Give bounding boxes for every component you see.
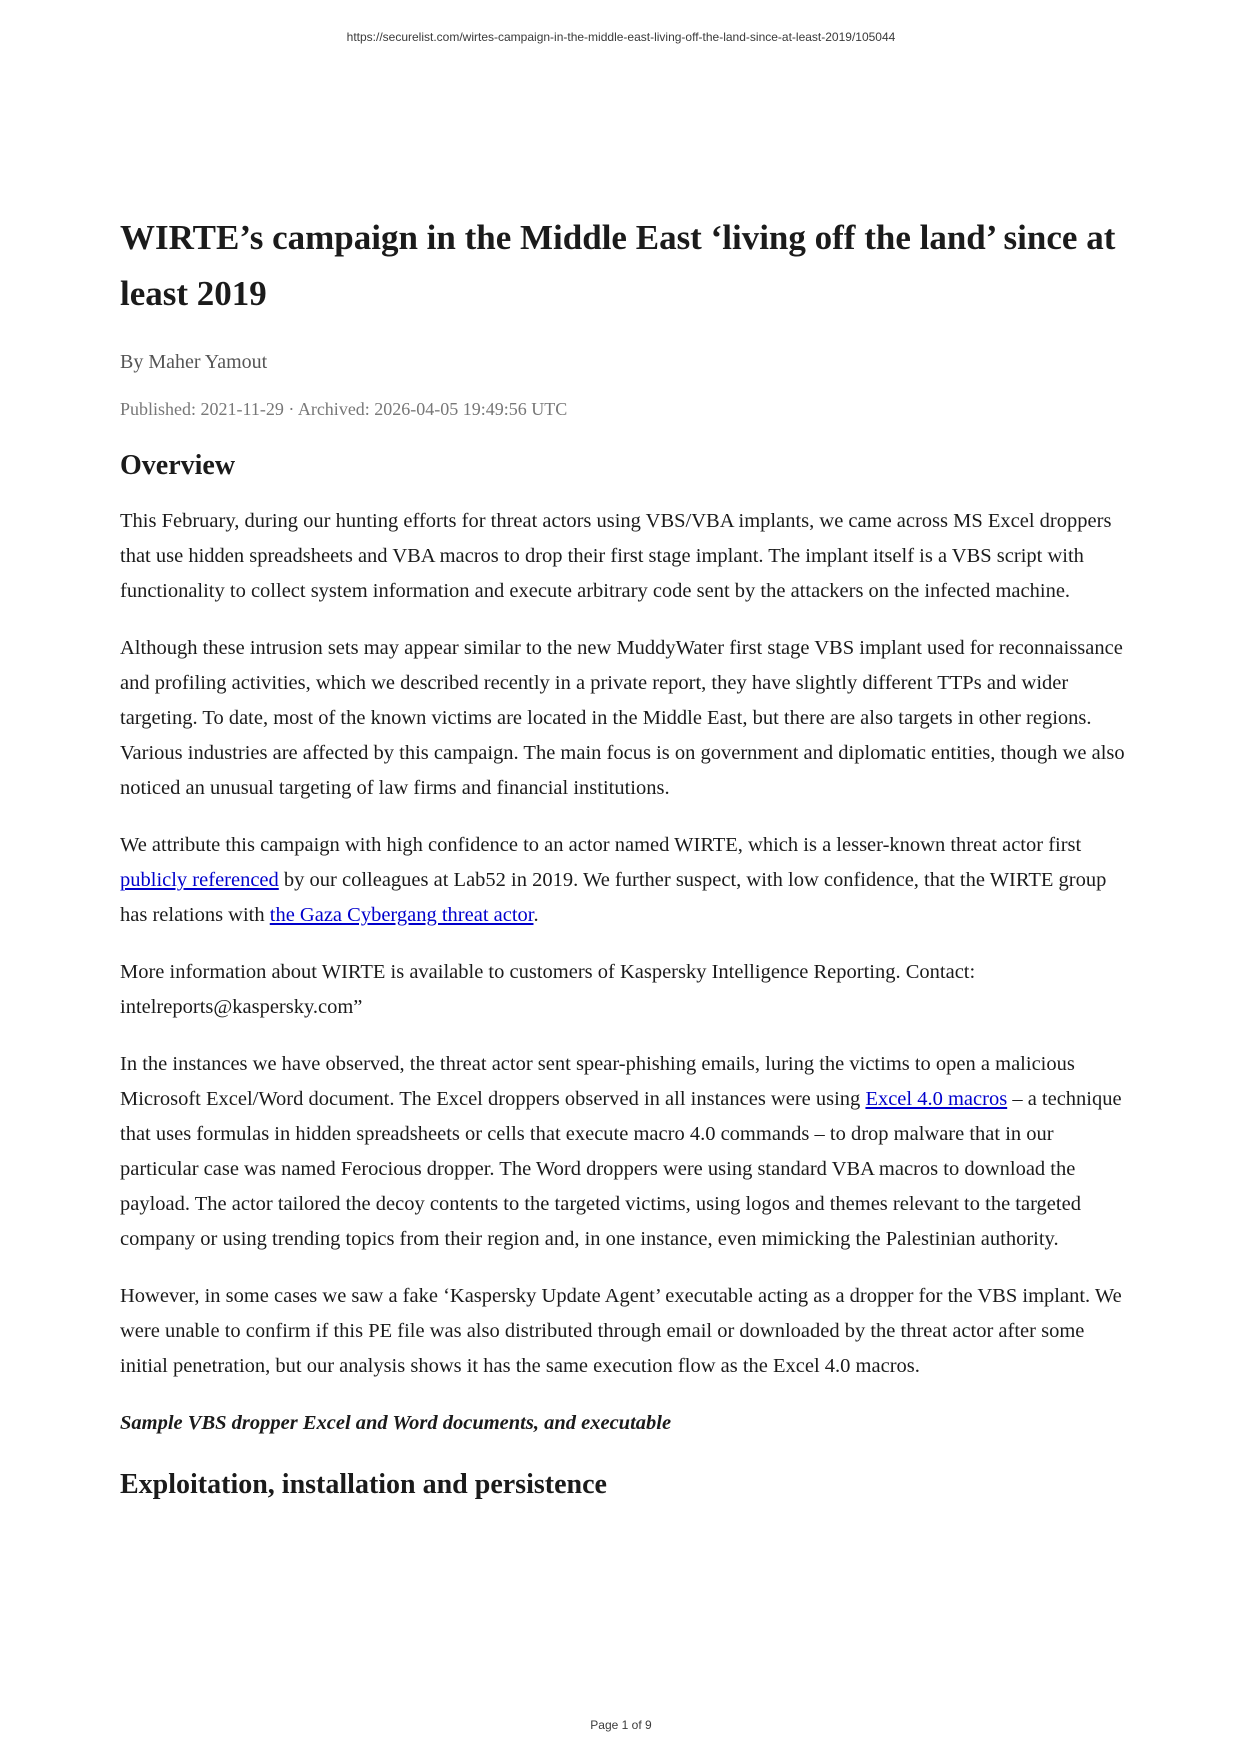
paragraph-2: Although these intrusion sets may appear similar to the new MuddyWater first stage VBS implant used for reconnaissance and profiling activities, which we described recently in a private report, they have slightly different TTPs and wider targeting. To date, most of the known victims are located in the Middle East, but there are also targets in other regions. Various industries are affected by this campaign. The main focus is on government and diplomatic entities, though we also noticed an unusual targeting of law firms and financial institutions.: [120, 637, 1125, 799]
paragraph-3-text-c: .: [533, 904, 539, 926]
excel-macros-link[interactable]: Excel 4.0 macros: [865, 1088, 1008, 1110]
paragraph-5-text-b: – a technique that uses formulas in hidden spreadsheets or cells that execute macro 4.0 commands – to drop malware that in our particular case was named Ferocious dropper. The Word droppers were using standard VBA macros to download the payload. The actor tailored the decoy contents to the targeted victims, using logos and themes relevant to the targeted company or using trending topics from their region and, in one instance, even mimicking the Palestinian authority.: [120, 1088, 1122, 1250]
page-number: Page 1 of 9: [590, 1718, 652, 1732]
paragraph-5: [120, 1047, 1130, 1257]
paragraph-4: More information about WIRTE is available to customers of Kaspersky Intelligence Reporting. Contact: intelreports@kaspersky.com”: [120, 961, 976, 1018]
article-title: WIRTE’s campaign in the Middle East ‘living off the land’ since at least 2019: [120, 218, 1116, 313]
paragraph-3: [120, 828, 1130, 933]
paragraph-3-text-a: We attribute this campaign with high confidence to an actor named WIRTE, which is a lesser-known threat actor first: [120, 834, 1082, 856]
page-url-header: https://securelist.com/wirtes-campaign-in-the-middle-east-living-off-the-land-since-at-least-2019/105044: [346, 30, 896, 44]
publicly-referenced-link[interactable]: publicly referenced: [120, 869, 279, 891]
paragraph-3-text-b: by our colleagues at Lab52 in 2019. We further suspect, with low confidence, that the WIRTE group has relations with: [120, 869, 1107, 926]
paragraph-5-text-a: In the instances we have observed, the threat actor sent spear-phishing emails, luring the victims to open a malicious Microsoft Excel/Word document. The Excel droppers observed in all instances were using: [120, 1053, 1075, 1110]
paragraph-1: This February, during our hunting efforts for threat actors using VBS/VBA implants, we came across MS Excel droppers that use hidden spreadsheets and VBA macros to drop their first stage implant. The implant itself is a VBS script with functionality to collect system information and execute arbitrary code sent by the attackers on the infected machine.: [120, 510, 1112, 602]
paragraph-6: However, in some cases we saw a fake ‘Kaspersky Update Agent’ executable acting as a dropper for the VBS implant. We were unable to confirm if this PE file was also distributed through email or downloaded by the threat actor after some initial penetration, but our analysis shows it has the same execution flow as the Excel 4.0 macros.: [120, 1285, 1122, 1377]
overview-heading: Overview: [120, 450, 236, 481]
article-body: [120, 210, 1130, 1523]
article-meta: Published: 2021-11-29 · Archived: 2026-04-05 19:49:56 UTC: [120, 399, 568, 419]
gaza-cybergang-link[interactable]: the Gaza Cybergang threat actor: [269, 904, 534, 926]
figure-caption: Sample VBS dropper Excel and Word documents, and executable: [120, 1412, 672, 1434]
exploitation-heading: Exploitation, installation and persistence: [120, 1469, 607, 1500]
article-byline: By Maher Yamout: [120, 351, 268, 373]
